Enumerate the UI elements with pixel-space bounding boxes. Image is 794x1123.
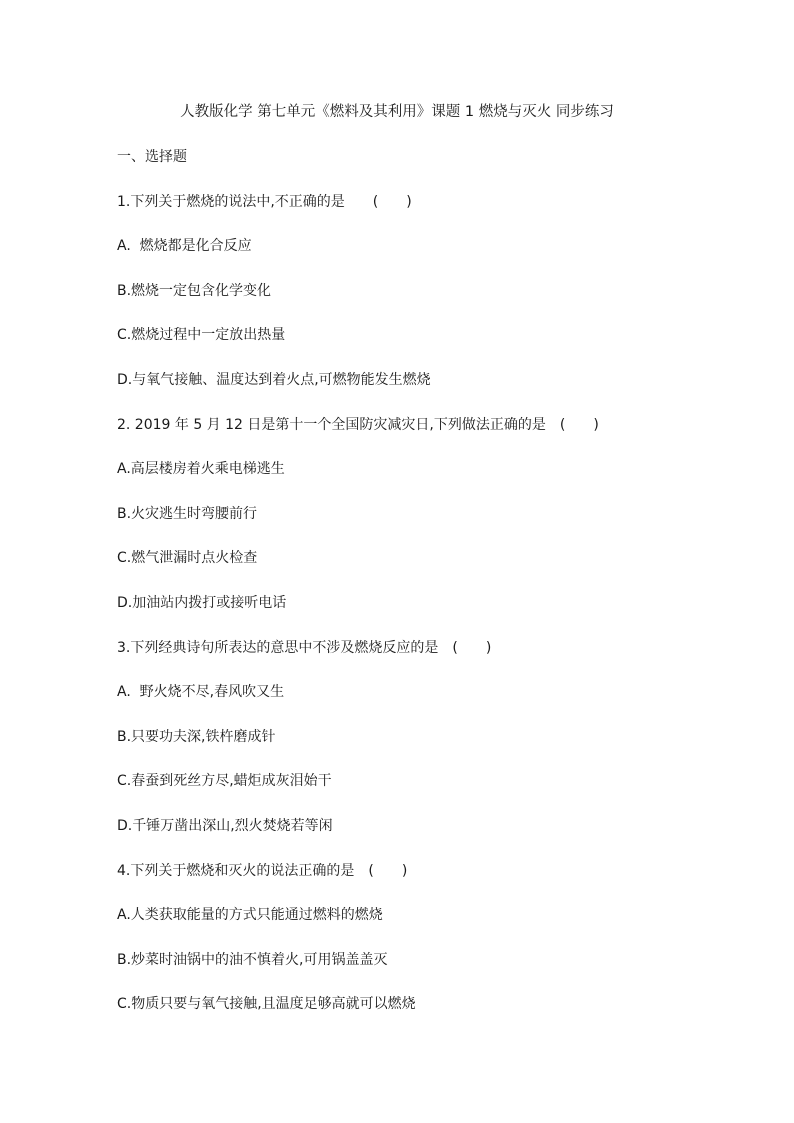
document-body [117,146,717,1038]
question-3-option-c: C.春蚕到死丝方尽,蜡炬成灰泪始干 [117,773,332,790]
question-1-option-a: A. 燃烧都是化合反应 [117,238,252,255]
question-3-option-b: B.只要功夫深,铁杵磨成针 [117,728,276,745]
question-4-option-b: B.炒菜时油锅中的油不慎着火,可用锅盖盖灭 [117,951,388,968]
question-2-option-a: A.高层楼房着火乘电梯逃生 [117,461,285,478]
question-4: 4.下列关于燃烧和灭火的说法正确的是 ( ) [117,862,408,879]
question-2-option-b: B.火灾逃生时弯腰前行 [117,505,258,522]
question-3: 3.下列经典诗句所表达的意思中不涉及燃烧反应的是 ( ) [117,639,492,656]
question-1: 1.下列关于燃烧的说法中,不正确的是 ( ) [117,193,412,210]
question-2: 2. 2019 年 5 月 12 日是第十一个全国防灾减灾日,下列做法正确的是 ( ) [117,416,599,433]
question-2-option-c: C.燃气泄漏时点火检查 [117,550,258,567]
question-1-option-d: D.与氧气接触、温度达到着火点,可燃物能发生燃烧 [117,371,431,388]
question-1-option-b: B.燃烧一定包含化学变化 [117,282,272,299]
question-4-option-a: A.人类获取能量的方式只能通过燃料的燃烧 [117,907,383,924]
section-heading: 一、选择题 [117,149,187,165]
question-3-option-a: A. 野火烧不尽,春风吹又生 [117,684,285,701]
question-4-option-c: C.物质只要与氧气接触,且温度足够高就可以燃烧 [117,996,416,1013]
question-3-option-d: D.千锤万凿出深山,烈火焚烧若等闲 [117,817,333,834]
question-1-option-c: C.燃烧过程中一定放出热量 [117,327,286,344]
document-title: 人教版化学 第七单元《燃料及其利用》课题 1 燃烧与灭火 同步练习 [180,104,614,120]
question-2-option-d: D.加油站内拨打或接听电话 [117,594,287,611]
